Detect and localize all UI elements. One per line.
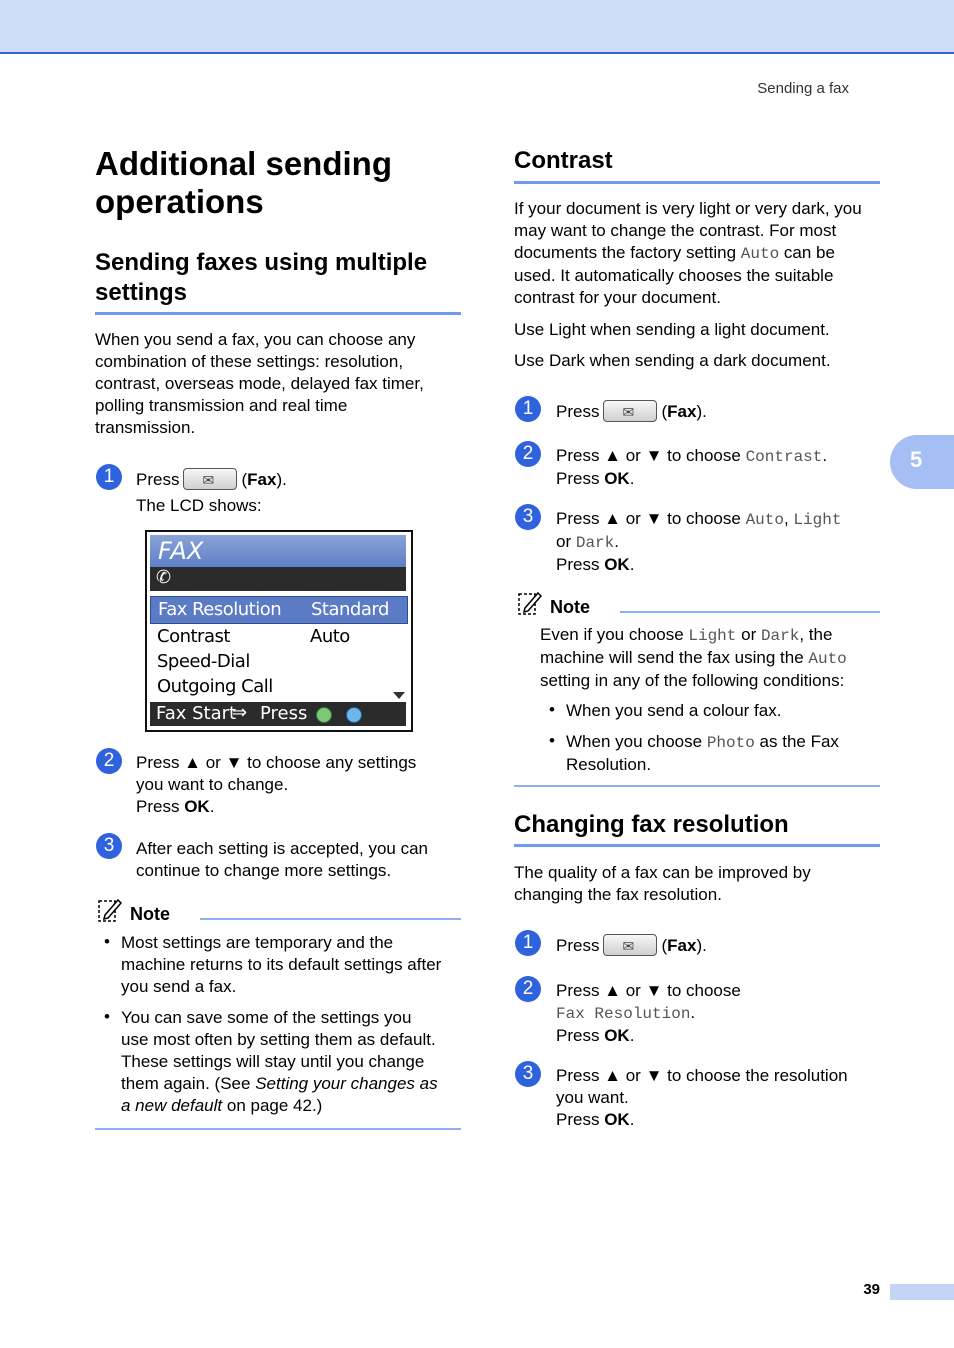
note-rule [620,611,880,613]
lcd-phone-bar [150,567,406,591]
arrow-right-icon: ⇒ [232,702,248,723]
note-pencil-icon [97,897,123,923]
chapter-tab-number: 5 [910,447,923,472]
page-number: 39 [863,1281,880,1298]
cross-reference[interactable]: Setting your changes as [255,1074,438,1093]
section-rule [514,181,880,184]
lcd-row: Speed-Dial [157,651,250,672]
contrast-step-1: Press✉ (Fax). [556,400,707,423]
step-2-bubble: 2 [515,976,541,1002]
section-title-fax-resolution: Changing fax resolution [514,811,789,838]
step-3-bubble: 3 [96,833,122,859]
contrast-step-2: Press ▲ or ▼ to choose Contrast. Press OK. [556,446,828,488]
bullet: • [104,1007,110,1026]
section-title-multiple-settings: Sending faxes using multiple settings [95,249,428,306]
lcd-row-selected: Fax Resolution Standard [150,596,408,624]
note-heading: Note [130,904,170,924]
step-2-text: Press ▲ or ▼ to choose any settings you want to change. Press OK. [136,753,417,816]
note-bullet-2: You can save some of the settings you use most often by setting them as default. These settings will stay until you change them again. (See Setting your changes as a new default on page 42.) [121,1008,438,1115]
intro-paragraph: When you send a fax, you can choose any combination of these settings: resolution, contrast, overseas mode, delayed fax timer, polling transmission and real time transmission. [95,330,424,437]
lcd-row-value: Standard [311,599,389,620]
note-end-rule [95,1128,461,1130]
page-number-bar [890,1284,954,1300]
note-heading: Note [550,597,590,617]
phone-icon: ✆ [156,567,172,587]
note-bullet-photo: When you choose Photo as the Fax Resolution. [566,732,839,774]
step-2-bubble: 2 [515,441,541,467]
step-1-bubble: 1 [515,396,541,422]
green-button-icon [316,707,332,723]
step-1-bubble: 1 [515,930,541,956]
step-3-bubble: 3 [515,1061,541,1087]
note-rule [200,918,461,920]
chapter-tab [890,435,954,489]
scroll-down-icon [393,692,405,699]
contrast-light-line: Use Light when sending a light document. [514,320,830,339]
lcd-title-bar: FAX [150,535,406,567]
blue-button-icon [346,707,362,723]
section-rule [95,312,461,315]
note-bullet-colour: When you send a colour fax. [566,701,782,720]
resolution-step-2: Press ▲ or ▼ to choose Fax Resolution. Press OK. [556,981,741,1045]
contrast-paragraph: If your document is very light or very dark, you may want to change the contrast. For most documents the factory setting Auto can be used. It automatically chooses the suitable contrast for your document. [514,199,862,307]
note-pencil-icon [517,590,543,616]
step-1-text: Press✉ (Fax). [136,468,287,491]
step-2-bubble: 2 [96,748,122,774]
cross-reference[interactable]: a new default [121,1096,223,1115]
top-band [0,0,954,54]
lcd-screen [145,530,413,732]
step-3-text: After each setting is accepted, you can continue to change more settings. [136,839,429,880]
note-bullet-1: Most settings are temporary and the machine returns to its default settings after you send a fax. [121,933,442,996]
resolution-step-3: Press ▲ or ▼ to choose the resolution you want. Press OK. [556,1066,848,1129]
running-header: Sending a fax [757,80,849,97]
bullet: • [549,700,555,719]
bullet: • [549,731,555,750]
fax-key-icon [603,400,657,422]
lcd-bottom-bar: Fax Start ⇒ Press [150,702,406,726]
bullet: • [104,932,110,951]
contrast-note-text: Even if you choose Light or Dark, the machine will send the fax using the Auto setting in any of the following conditions: [540,625,847,690]
contrast-step-3: Press ▲ or ▼ to choose Auto, Light or Dark. Press OK. [556,509,842,574]
resolution-paragraph: The quality of a fax can be improved by changing the fax resolution. [514,863,811,904]
note-end-rule [514,785,880,787]
chapter-title: Additional sending operations [95,145,392,220]
lcd-row: Outgoing Call [157,676,273,697]
step-1-bubble: 1 [96,464,122,490]
section-rule [514,844,880,847]
contrast-dark-line: Use Dark when sending a dark document. [514,351,831,370]
fax-key-icon [183,468,237,490]
resolution-step-1: Press✉ (Fax). [556,934,707,957]
lcd-shows-label: The LCD shows: [136,496,262,515]
step-3-bubble: 3 [515,504,541,530]
section-title-contrast: Contrast [514,147,613,174]
lcd-row: Contrast Auto [157,626,350,647]
fax-key-icon [603,934,657,956]
